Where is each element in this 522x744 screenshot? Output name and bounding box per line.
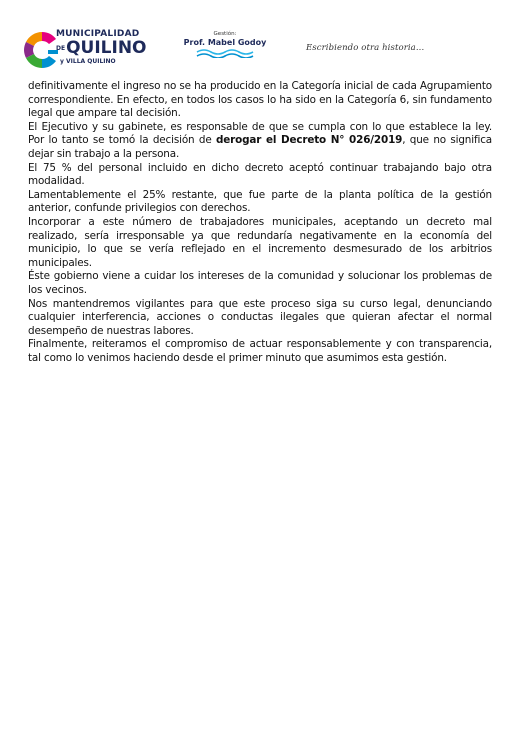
gestion-block (180, 31, 270, 58)
paragraph-8: Finalmente, reiteramos el compromiso de actuar responsablemente y con transparencia, tal como lo venimos haciendo desde el primer minuto que asumimos esta gestión. (28, 338, 492, 364)
letterhead (0, 0, 522, 75)
paragraph-2 (28, 121, 492, 162)
logo-quilino-text: QUILINO (66, 38, 147, 58)
waves-icon (195, 48, 255, 58)
paragraph-1: definitivamente el ingreso no se ha producido en la Categoría inicial de cada Agrupamiento correspondiente. En efecto, en todos los casos lo ha sido en la Categoría 6, sin fundamento legal que ampare tal decisión. (28, 80, 492, 120)
paragraph-2-start: El Ejecutivo y su gabinete, es responsable de que se cumpla con lo que establece la ley. Por lo tanto se tomó la decisión de (28, 120, 492, 147)
logo-wordmark (56, 29, 176, 65)
municipality-logo (22, 24, 172, 74)
logo-line-quilino (56, 40, 176, 57)
gestion-name: Prof. Mabel Godoy (183, 38, 267, 47)
logo-line-villa-quilino: y VILLA QUILINO (60, 58, 116, 65)
logo-de: DE (56, 45, 66, 52)
paragraph-4: Lamentablemente el 25% restante, que fue parte de la planta política de la gestión anterior, confunde privilegios con derechos. (28, 188, 492, 215)
paragraph-3: El 75 % del personal incluido en dicho decreto aceptó continuar trabajando bajo otra modalidad. (28, 161, 492, 188)
paragraph-2-bold: derogar el Decreto N° 026/2019 (215, 134, 403, 147)
slogan: Escribiendo otra historia... (306, 43, 425, 53)
paragraph-2-end: , que no significa dejar sin trabajo a la persona. (28, 134, 492, 160)
logo-line-municipalidad: MUNICIPALIDAD (56, 29, 140, 39)
letter-body (28, 80, 492, 365)
paragraph-5: Incorporar a este número de trabajadores municipales, aceptando un decreto mal realizado, sería irresponsable ya que redundaría negativamente en la economía del municipio, lo que se vería reflejado en el incremento desmesurado de los arbitrios municipales. (28, 215, 492, 269)
paragraph-6: Éste gobierno viene a cuidar los intereses de la comunidad y solucionar los problemas de los vecinos. (28, 270, 492, 296)
paragraph-7: Nos mantendremos vigilantes para que este proceso siga su curso legal, denunciando cualquier interferencia, acciones o conductas ilegales que quieran afectar el normal desempeño de nuestras labores. (28, 297, 492, 337)
gestion-label: Gestión: (213, 31, 237, 37)
